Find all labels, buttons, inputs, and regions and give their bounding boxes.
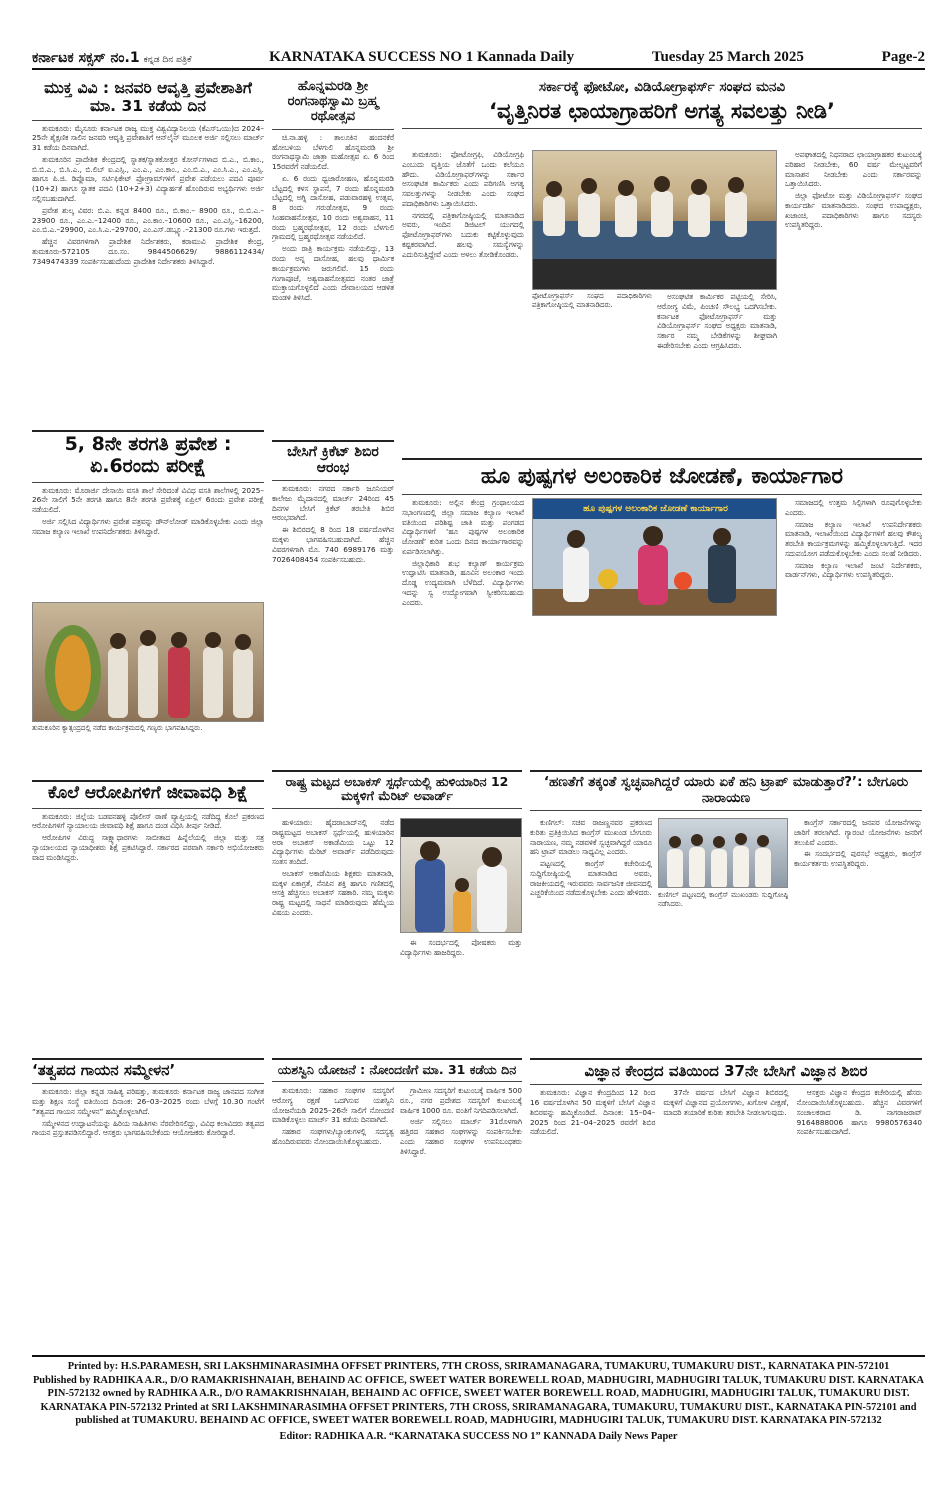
divider	[402, 458, 922, 460]
article-body: ತುಮಕೂರು: ಮೈಸೂರು ಕರ್ನಾಟಕ ರಾಜ್ಯ ಮುಕ್ತ ವಿಶ್ವವಿದ್ಯಾನಿಲಯ (ಕೆಎಸ್‌ಒಯು)ದ 2024–25ನೇ ಶೈಕ್ಷಣಿಕ ಸಾಲಿನ ಜನವರಿ ಆವೃತ್ತಿ ಪ್ರವೇಶಾತಿಗೆ ಆನ್‌ಲೈನ್ ಮೂಲಕ ಅರ್ಜಿ ಸಲ್ಲಿಸಲು ಮಾರ್ಚ್ 31 ಕಡೆಯ ದಿನವಾಗಿದೆ. ತುಮಕೂರಿನ ಪ್ರಾದೇಶಿಕ ಕೇಂದ್ರದಲ್ಲಿ ಸ್ನಾತಕ/ಸ್ನಾತಕೋತ್ತರ ಕೋರ್ಸ್‌ಗಳಾದ ಬಿ.ಎ., ಬಿ.ಕಾಂ., ಬಿ.ಬಿ.ಎ., ಬಿ.ಸಿ.ಎ., ಬಿ.ಲಿಬ್ ಐ.ಎಸ್ಸಿ., ಎಂ.ಎ., ಎಂ.ಕಾಂ., ಎಂ.ಬಿ.ಎ., ಎಂ.ಸಿ.ಎ., ಎಂ.ಎಸ್ಸಿ. ಹಾಗೂ ಪಿ.ಜಿ. ಡಿಪ್ಲೊಮಾ, ಸರ್ಟಿಫಿಕೇಟ್ ಪ್ರೋಗ್ರಾಮ್‌ಗಳಿಗೆ ಪ್ರವೇಶ ಪಡೆಯಲು ಪದವಿ ಪೂರ್ವ (10+2) ಹಾಗೂ ಸ್ನಾತಕ ಪದವಿ (10+2+3) ವಿದ್ಯಾರ್ಹತೆ ಹೊಂದಿರುವ ಅಭ್ಯರ್ಥಿಗಳು ಅರ್ಜಿ ಸಲ್ಲಿಸಬಹುದಾಗಿದೆ. ಪ್ರವೇಶ ಶುಲ್ಕ ವಿವರ: ಬಿ.ಎ. ಕನ್ನಡ 8400 ರೂ., ಬಿ.ಕಾಂ.– 8900 ರೂ., ಬಿ.ಬಿ.ಎ.–23900 ರೂ., ಎಂ.ಎ.–12400 ರೂ., ಎಂ.ಕಾಂ.–10600 ರೂ., ಎಂ.ಎಸ್ಸಿ.–16200, ಎಂ.ಬಿ.ಎ.–29900, ಎಂ.ಸಿ.ಎ.–29700, ಎಂ.ಎಸ್.ಡಬ್ಲ್ಯೂ.–21300 ರೂ.ಗಳು ಇರುತ್ತದೆ. ಹೆಚ್ಚಿನ ವಿವರಗಳಿಗಾಗಿ ಪ್ರಾದೇಶಿಕ ನಿರ್ದೇಶಕರು, ಕರಾಮುವಿ ಪ್ರಾದೇಶಿಕ ಕೇಂದ್ರ, ತುಮಕೂರು-572105 ದೂ.ಸಂ. 9844506629/ 9886112434/ 7349474339 ಸಂಪರ್ಕಿಸಬಹುದೆಂದು ಪ್ರಾದೇಶಿಕ ನಿರ್ದೇಶಕರು ತಿಳಿಸಿದ್ದಾರೆ.	[32, 123, 264, 266]
headline: ಮುಕ್ತ ವಿವಿ : ಜನವರಿ ಆವೃತ್ತಿ ಪ್ರವೇಶಾತಿಗೆ ಮಾ. 31 ಕಡೆಯ ದಿನ	[32, 78, 264, 121]
headline: ‘ತತ್ವಪದ ಗಾಯನ ಸಮ್ಮೇಳನ’	[32, 1058, 264, 1084]
article-body-right: ಈ ಸಂದರ್ಭದಲ್ಲಿ ಪೋಷಕರು ಮತ್ತು ವಿದ್ಯಾರ್ಥಿಗಳು ಹಾಜರಿದ್ದರು.	[400, 938, 522, 957]
article-life-sentence	[32, 780, 264, 1050]
article-flower-workshop	[402, 462, 922, 760]
article-honeytrap-statement	[530, 770, 922, 1055]
article-body: ತುಮಕೂರು: ಮೊರಾರ್ಜಿ ದೇಸಾಯಿ ವಸತಿ ಶಾಲೆ ಸೇರಿದಂತೆ ವಿವಿಧ ವಸತಿ ಶಾಲೆಗಳಲ್ಲಿ 2025–26ನೇ ಸಾಲಿಗೆ 5ನೇ ತರಗತಿ ಹಾಗೂ 8ನೇ ತರಗತಿ ಪ್ರವೇಶಕ್ಕೆ ಏಪ್ರಿಲ್ 6ರಂದು ಪ್ರವೇಶ ಪರೀಕ್ಷೆ ನಡೆಯಲಿದೆ. ಅರ್ಜಿ ಸಲ್ಲಿಸಿದ ವಿದ್ಯಾರ್ಥಿಗಳು ಪ್ರವೇಶ ಪತ್ರವನ್ನು ಡೌನ್‌ಲೋಡ್ ಮಾಡಿಕೊಳ್ಳಬೇಕು ಎಂದು ಜಿಲ್ಲಾ ಸಮಾಜ ಕಲ್ಯಾಣ ಇಲಾಖೆ ಉಪನಿರ್ದೇಶಕರು ತಿಳಿಸಿದ್ದಾರೆ.	[32, 485, 264, 536]
article-yashasvini-scheme	[272, 1058, 522, 1350]
entrance-exam-photo	[32, 602, 264, 722]
article-body: ಕುಣಿಗಲ್: ಸಚಿವ ರಾಜಣ್ಣನವರ ಪ್ರಕರಣದ ಕುರಿತು ಪ್ರತಿಕ್ರಿಯಿಸಿದ ಕಾಂಗ್ರೆಸ್ ಮುಖಂಡ ಬೇಗೂರು ನಾರಾಯಣ, ನಮ್ಮ ನಡವಳಿಕೆ ಸ್ವಚ್ಛವಾಗಿದ್ದರೆ ಯಾರೂ ಹನಿ ಟ್ರಾಪ್ ಮಾಡಲು ಸಾಧ್ಯವಿಲ್ಲ ಎಂದರು. ಪಟ್ಟಣದಲ್ಲಿ ಕಾಂಗ್ರೆಸ್ ಕಚೇರಿಯಲ್ಲಿ ಸುದ್ದಿಗೋಷ್ಠಿಯಲ್ಲಿ ಮಾತನಾಡಿದ ಅವರು, ರಾಜಕೀಯದಲ್ಲಿ ಇರುವವರು ಸಾರ್ವಜನಿಕ ಜೀವನದಲ್ಲಿ ಎಚ್ಚರಿಕೆಯಿಂದ ನಡೆದುಕೊಳ್ಳಬೇಕು ಎಂದು ಹೇಳಿದರು.	[530, 818, 652, 898]
article-body-left: ತುಮಕೂರು: ಅಲ್ಲಿನ ಕೇಂದ್ರ ಗ್ರಂಥಾಲಯದ ಸಭಾಂಗಣದಲ್ಲಿ ಜಿಲ್ಲಾ ಸಮಾಜ ಕಲ್ಯಾಣ ಇಲಾಖೆ ವತಿಯಿಂದ ಪರಿಶಿಷ್ಟ ಜಾತಿ ಮತ್ತು ಪಂಗಡದ ವಿದ್ಯಾರ್ಥಿಗಳಿಗೆ ‘ಹೂ ಪುಷ್ಪಗಳ ಅಲಂಕಾರಿಕ ಜೋಡಣೆ’ ಕುರಿತ ಒಂದು ದಿನದ ಕಾರ್ಯಾಗಾರವನ್ನು ಏರ್ಪಡಿಸಲಾಗಿತ್ತು. ಜಿಲ್ಲಾಧಿಕಾರಿ ಶುಭ ಕಲ್ಯಾಣ್ ಕಾರ್ಯಕ್ರಮ ಉದ್ಘಾಟಿಸಿ ಮಾತನಾಡಿ, ಹೂವಿನ ಅಲಂಕಾರ ಇಂದು ದೊಡ್ಡ ಉದ್ಯಮವಾಗಿ ಬೆಳೆದಿದೆ. ವಿದ್ಯಾರ್ಥಿಗಳು ಇದನ್ನು ಸ್ವ ಉದ್ಯೋಗವಾಗಿ ಸ್ವೀಕರಿಸಬಹುದು ಎಂದರು.	[402, 498, 524, 607]
article-tatvapada-sammelana	[32, 1058, 264, 1350]
headline: ಹೂ ಪುಷ್ಪಗಳ ಅಲಂಕಾರಿಕ ಜೋಡಣೆ, ಕಾರ್ಯಾಗಾರ	[402, 462, 922, 495]
abacus-photo	[400, 818, 522, 933]
honeytrap-photo	[658, 818, 788, 888]
article-open-university	[32, 78, 264, 423]
article-body: ಹುಳಿಯಾರು: ಹೈದರಾಬಾದ್‌ನಲ್ಲಿ ನಡೆದ ರಾಷ್ಟ್ರಮಟ್ಟದ ಅಬಾಕಸ್ ಸ್ಪರ್ಧೆಯಲ್ಲಿ ಹುಳಿಯಾರಿನ ಅರಾ ಅಬಾಕಸ್ ಅಕಾಡೆಮಿಯ ಒಟ್ಟು 12 ವಿದ್ಯಾರ್ಥಿಗಳು ಮೆರಿಟ್ ಅವಾರ್ಡ್ ಪಡೆದಿರುವುದು ಸಂತಸ ತಂದಿದೆ. ಅಬಾಕಸ್ ಅಕಾಡೆಮಿಯ ಶಿಕ್ಷಕರು ಮಾತನಾಡಿ, ಮಕ್ಕಳ ಏಕಾಗ್ರತೆ, ನೆನಪಿನ ಶಕ್ತಿ ಹಾಗೂ ಗಣಿತದಲ್ಲಿ ಆಸಕ್ತಿ ಹೆಚ್ಚಿಸಲು ಅಬಾಕಸ್ ಸಹಕಾರಿ. ನಮ್ಮ ಮಕ್ಕಳು ರಾಷ್ಟ್ರ ಮಟ್ಟದಲ್ಲಿ ಸಾಧನೆ ಮಾಡಿರುವುದು ಹೆಮ್ಮೆಯ ವಿಷಯ ಎಂದರು.	[272, 818, 394, 917]
article-entrance-exam	[32, 430, 264, 770]
printer-line: Printed by: H.S.PARAMESH, SRI LAKSHMINARASIMHA OFFSET PRINTERS, 7TH CROSS, SRIRAMANAGARA, TUMAKURU, TUMAKURU DIST., KARNATAKA PIN-572101	[67, 1361, 890, 1372]
imprint-footer	[32, 1355, 925, 1442]
flower-workshop-photo-art	[533, 499, 777, 616]
headline: ವಿಜ್ಞಾನ ಕೇಂದ್ರದ ವತಿಯಿಂದ 37ನೇ ಬೇಸಿಗೆ ವಿಜ್ಞಾನ ಶಿಬಿರ	[530, 1058, 922, 1085]
article-cricket-camp	[272, 440, 394, 740]
photo-caption: ಕುಣಿಗಲ್ ಪಟ್ಟಣದಲ್ಲಿ ಕಾಂಗ್ರೆಸ್ ಮುಖಂಡರು ಸುದ್ದಿಗೋಷ್ಠಿ ನಡೆಸಿದರು.	[658, 891, 788, 909]
headline: ‘ವೃತ್ತಿನಿರತ ಛಾಯಾಗ್ರಾಹರಿಗೆ ಅಗತ್ಯ ಸವಲತ್ತು ನೀಡಿ’	[402, 96, 922, 129]
article-abacus-award	[272, 770, 522, 1055]
article-body: ತುಮಕೂರು: ನಗರದ ಸರ್ಕಾರಿ ಜೂನಿಯರ್ ಕಾಲೇಜು ಮೈದಾನದಲ್ಲಿ ಮಾರ್ಚ್ 24ರಿಂದ 45 ದಿನಗಳ ಬೇಸಿಗೆ ಕ್ರಿಕೆಟ್ ತರಬೇತಿ ಶಿಬಿರ ಆರಂಭವಾಗಿದೆ. ಈ ಶಿಬಿರದಲ್ಲಿ 8 ರಿಂದ 18 ವರ್ಷದೊಳಗಿನ ಮಕ್ಕಳು ಭಾಗವಹಿಸಬಹುದಾಗಿದೆ. ಹೆಚ್ಚಿನ ವಿವರಗಳಿಗಾಗಿ ಮೊ. 740 6989176 ಮತ್ತು 7026408454 ಸಂಪರ್ಕಿಸಬಹುದು.	[272, 484, 394, 564]
abacus-photo-art	[401, 819, 522, 933]
entrance-exam-photo-art	[33, 603, 264, 722]
article-body-middle: ಅಸಂಘಟಿತ ಕಾರ್ಮಿಕರ ಪಟ್ಟಿಯಲ್ಲಿ ಸೇರಿಸಿ, ಆರೋಗ್ಯ ವಿಮೆ, ಪಿಂಚಣಿ ಸೌಲಭ್ಯ ಒದಗಿಸಬೇಕು. ಕರ್ನಾಟಕ ಫೋಟೋಗ್ರಾಫರ್ಸ್ ಮತ್ತು ವಿಡಿಯೋಗ್ರಾಫರ್ಸ್ ಸಂಘದ ಅಧ್ಯಕ್ಷರು ಮಾತನಾಡಿ, ಸರ್ಕಾರ ನಮ್ಮ ಬೇಡಿಕೆಗಳನ್ನು ಶೀಘ್ರವಾಗಿ ಈಡೇರಿಸಬೇಕು ಎಂದು ಆಗ್ರಹಿಸಿದರು.	[657, 292, 777, 350]
article-body: ತುಮಕೂರು: ಜಿಲ್ಲೆಯ ಬಡವನಹಳ್ಳಿ ಪೊಲೀಸ್ ಠಾಣೆ ವ್ಯಾಪ್ತಿಯಲ್ಲಿ ನಡೆದಿದ್ದ ಕೊಲೆ ಪ್ರಕರಣದ ಆರೋಪಿಗಳಿಗೆ ನ್ಯಾಯಾಲಯ ಜೀವಾವಧಿ ಶಿಕ್ಷೆ ಹಾಗೂ ದಂಡ ವಿಧಿಸಿ ತೀರ್ಪು ನೀಡಿದೆ. ಆರೋಪಿಗಳ ವಿರುದ್ಧ ಸಾಕ್ಷ್ಯಾಧಾರಗಳು ಸಾಬೀತಾದ ಹಿನ್ನೆಲೆಯಲ್ಲಿ ಜಿಲ್ಲಾ ಮತ್ತು ಸತ್ರ ನ್ಯಾಯಾಲಯದ ನ್ಯಾಯಾಧೀಶರು ಶಿಕ್ಷೆ ಪ್ರಕಟಿಸಿದ್ದಾರೆ. ಸರ್ಕಾರದ ಪರವಾಗಿ ಸರ್ಕಾರಿ ಅಭಿಯೋಜಕರು ವಾದ ಮಂಡಿಸಿದ್ದರು.	[32, 811, 264, 862]
article-body-left: ತುಮಕೂರು: ಸಹಕಾರ ಸಂಘಗಳ ಸದಸ್ಯರಿಗೆ ಆರೋಗ್ಯ ರಕ್ಷಣೆ ಒದಗಿಸುವ ಯಶಸ್ವಿನಿ ಯೋಜನೆಯಡಿ 2025–26ನೇ ಸಾಲಿಗೆ ನೋಂದಣಿ ಮಾಡಿಕೊಳ್ಳಲು ಮಾರ್ಚ್ 31 ಕಡೆಯ ದಿನವಾಗಿದೆ. ಸಹಕಾರ ಸಂಘಗಳು/ಬ್ಯಾಂಕುಗಳಲ್ಲಿ ಸದಸ್ಯತ್ವ ಹೊಂದಿರುವವರು ನೋಂದಾಯಿಸಿಕೊಳ್ಳಬಹುದು.	[272, 1086, 394, 1146]
headline: ಯಶಸ್ವಿನಿ ಯೋಜನೆ : ನೋಂದಣಿಗೆ ಮಾ. 31 ಕಡೆಯ ದಿನ	[272, 1058, 522, 1082]
workshop-banner: ಹೂ ಪುಷ್ಪಗಳ ಅಲಂಕಾರಿಕ ಜೋಡಣೆ ಕಾರ್ಯಾಗಾರ	[533, 499, 777, 519]
photographers-photo	[532, 150, 777, 290]
masthead-center: KARNATAKA SUCCESS NO 1 Kannada Daily	[269, 49, 575, 65]
article-body: ಚಿ.ನಾ.ಹಳ್ಳಿ : ತಾಲೂಕಿನ ಹಂದನಕೆರೆ ಹೋಬಳಿಯ ಬೆಳಗುಲಿ ಹೊನ್ನಮರಡಿ ಶ್ರೀ ರಂಗನಾಥಸ್ವಾಮಿ ಜಾತ್ರಾ ಮಹೋತ್ಸವ ಏ. 6 ರಿಂದ 15ರವರೆಗೆ ನಡೆಯಲಿದೆ. ಏ. 6 ರಂದು ಧ್ವಜಾರೋಹಣ, ಹೊನ್ನಮರಡಿ ಬೆಟ್ಟದಲ್ಲಿ ಕಳಸ ಸ್ಥಾಪನೆ, 7 ರಂದು ಹೊನ್ನಮರಡಿ ಬೆಟ್ಟದಲ್ಲಿ ಅಗ್ನಿ ದಾಸೋಹ, ಪಡುವಾರಹಳ್ಳಿ ಉತ್ಸವ, 8 ರಂದು ಗರುಡೋತ್ಸವ, 9 ರಂದು ಸಿಂಹವಾಹನೋತ್ಸವ, 10 ರಂದು ಅಶ್ವವಾಹನ, 11 ರಂದು ಬ್ರಹ್ಮರಥೋತ್ಸವ, 12 ರಂದು ಬೆಳಗುಲಿ ಗ್ರಾಮದಲ್ಲಿ ಬ್ರಹ್ಮರಥೋತ್ಸವ ನಡೆಯಲಿದೆ. ಅಂದು ರಾತ್ರಿ ಕಾರ್ಯಕ್ರಮ ನಡೆಯಲಿದ್ದು, 13 ರಂದು ಅನ್ನ ದಾಸೋಹ, ಹಲವು ಧಾರ್ಮಿಕ ಕಾರ್ಯಕ್ರಮಗಳು ಜರುಗಲಿವೆ. 15 ರಂದು ಗಂಗಾಪೂಜೆ, ಅಶ್ವವಾಹನೋತ್ಸವದ ನಂತರ ಜಾತ್ರೆ ಮುಕ್ತಾಯಗೊಳ್ಳಲಿದೆ ಎಂದು ದೇವಾಲಯದ ಆಡಳಿತ ಮಂಡಳಿ ತಿಳಿಸಿದೆ.	[272, 132, 394, 303]
article-body-right: ಸಮಾಜದಲ್ಲಿ ಉತ್ತಮ ಸಿಲ್ಪಿಗಳಾಗಿ ರೂಪುಗೊಳ್ಳಬೇಕು ಎಂದರು. ಸಮಾಜ ಕಲ್ಯಾಣ ಇಲಾಖೆ ಉಪನಿರ್ದೇಶಕರು ಮಾತನಾಡಿ, ಇಲಾಖೆಯಿಂದ ವಿದ್ಯಾರ್ಥಿಗಳಿಗೆ ಹಲವು ಕೌಶಲ್ಯ ತರಬೇತಿ ಕಾರ್ಯಕ್ರಮಗಳನ್ನು ಹಮ್ಮಿಕೊಳ್ಳಲಾಗುತ್ತಿದೆ. ಇದರ ಸದುಪಯೋಗ ಪಡೆದುಕೊಳ್ಳಬೇಕು ಎಂದು ಸಲಹೆ ನೀಡಿದರು. ಸಮಾಜ ಕಲ್ಯಾಣ ಇಲಾಖೆ ಜಂಟಿ ನಿರ್ದೇಶಕರು, ವಾರ್ಡನ್‌ಗಳು, ವಿದ್ಯಾರ್ಥಿಗಳು ಉಪಸ್ಥಿತರಿದ್ದರು.	[785, 498, 922, 580]
headline: ಬೇಸಿಗೆ ಕ್ರಿಕೆಟ್ ಶಿಬಿರ ಆರಂಭ	[272, 440, 394, 481]
masthead-date: Tuesday 25 March 2025	[651, 49, 804, 65]
photographers-photo-art	[533, 151, 777, 290]
article-temple-festival	[272, 78, 394, 435]
kicker: ಸರ್ಕಾರಕ್ಕೆ ಫೋಟೋ, ವಿಡಿಯೋಗ್ರಾಫರ್ಸ್ ಸಂಘದ ಮನವಿ	[538, 79, 786, 95]
article-science-camp	[530, 1058, 922, 1350]
publisher-line: Published by RADHIKA A.R., D/O RAMAKRISHNAIAH, BEHAIND AC OFFICE, SWEET WATER BOREWELL ROAD, MADHUGIRI, MADHUGIRI TALUK, TUMAKURU DIST. KARNATAKA PIN-572132 owned by RADHIKA A.R., D/O RAMAKRISHNAIAH, BEHAIND AC OFFICE, SWEET WATER BOREWELL ROAD, MADHUGIRI, MADHUGIRI TALUK, TUMAKURU DIST. KARNATAKA PIN-572132 Printed at SRI LAKSHMINARASIMHA OFFSET PRINTERS, 7TH CROSS, SRIRAMANAGARA, TUMAKURU, TUMAKURU DIST., KARNATAKA PIN-572101 and published at TUMAKURU. BEHAIND AC OFFICE, SWEET WATER BOREWELL ROAD, MADHUGIRI, MADHUGIRI TALUK, TUMAKURU DIST. KARNATAKA PIN-572132	[32, 1374, 925, 1427]
headline: ಕೊಲೆ ಆರೋಪಿಗಳಿಗೆ ಜೀವಾವಧಿ ಶಿಕ್ಷೆ	[32, 780, 264, 809]
article-photographers	[402, 78, 922, 458]
headline: ‘ಹಣತೆಗೆ ತಕ್ಕಂತೆ ಸ್ವಚ್ಛವಾಗಿದ್ದರೆ ಯಾರು ಏಕೆ ಹನಿ ಟ್ರಾಪ್ ಮಾಡುತ್ತಾರೆ?’: ಬೇಗೂರು ನಾರಾಯಣ	[530, 770, 922, 811]
honeytrap-photo-art	[659, 819, 788, 888]
photo-caption: ಫೋಟೋಗ್ರಾಫರ್ಸ್ ಸಂಘದ ಪದಾಧಿಕಾರಿಗಳು ಪತ್ರಿಕಾಗೋಷ್ಠಿಯಲ್ಲಿ ಮಾತನಾಡಿದರು.	[532, 292, 652, 310]
headline: 5, 8ನೇ ತರಗತಿ ಪ್ರವೇಶ : ಏ.6ರಂದು ಪರೀಕ್ಷೆ	[32, 430, 264, 483]
masthead-title: ಕರ್ನಾಟಕ ಸಕ್ಸಸ್ ನಂ.1 ಕನ್ನಡ ದಿನ ಪತ್ರಿಕೆ	[32, 50, 192, 66]
article-body: ತುಮಕೂರು: ಜಿಲ್ಲಾ ಕನ್ನಡ ಸಾಹಿತ್ಯ ಪರಿಷತ್ತು, ತುಮಕೂರು ಕರ್ನಾಟಕ ರಾಜ್ಯ ಜಾನಪದ ಸಂಗೀತ ಮತ್ತು ಶಿಕ್ಷಣ ಸಂಸ್ಥೆ ವತಿಯಿಂದ ದಿನಾಂಕ: 26–03–2025 ರಂದು ಬೆಳಗ್ಗೆ 10.30 ಗಂಟೆಗೆ “ತತ್ವಪದ ಗಾಯನ ಸಮ್ಮೇಳನ” ಹಮ್ಮಿಕೊಳ್ಳಲಾಗಿದೆ. ಸಮ್ಮೇಳನದ ಉದ್ಘಾಟನೆಯನ್ನು ಹಿರಿಯ ಸಾಹಿತಿಗಳು ನೆರವೇರಿಸಲಿದ್ದು, ವಿವಿಧ ಕಲಾವಿದರು ತತ್ವಪದ ಗಾಯನ ಪ್ರಸ್ತುತಪಡಿಸಲಿದ್ದಾರೆ. ಆಸಕ್ತರು ಭಾಗವಹಿಸಬೇಕೆಂದು ಆಯೋಜಕರು ಕೋರಿದ್ದಾರೆ.	[32, 1087, 264, 1138]
article-body: ತುಮಕೂರು: ವಿಜ್ಞಾನ ಕೇಂದ್ರದಿಂದ 12 ರಿಂದ 16 ವರ್ಷದೊಳಗಿನ 50 ಮಕ್ಕಳಿಗೆ ಬೇಸಿಗೆ ವಿಜ್ಞಾನ ಶಿಬಿರವನ್ನು ಹಮ್ಮಿಕೊಂಡಿದೆ. ದಿನಾಂಕ: 15–04–2025 ರಿಂದ 21–04–2025 ರವರೆಗೆ ಶಿಬಿರ ನಡೆಯಲಿದೆ. 37ನೇ ವರ್ಷದ ಬೇಸಿಗೆ ವಿಜ್ಞಾನ ಶಿಬಿರದಲ್ಲಿ ಮಕ್ಕಳಿಗೆ ವಿಜ್ಞಾನದ ಪ್ರಯೋಗಗಳು, ಖಗೋಳ ವೀಕ್ಷಣೆ, ಮಾದರಿ ತಯಾರಿಕೆ ಕುರಿತು ತರಬೇತಿ ನೀಡಲಾಗುವುದು. ಆಸಕ್ತರು ವಿಜ್ಞಾನ ಕೇಂದ್ರದ ಕಚೇರಿಯಲ್ಲಿ ಹೆಸರು ನೋಂದಾಯಿಸಿಕೊಳ್ಳಬಹುದು. ಹೆಚ್ಚಿನ ವಿವರಗಳಿಗೆ ಸಂಚಾಲಕರಾದ ಡಿ. ನಾಗರಾಜರಾವ್ 9164888006 ಹಾಗೂ 9980576340 ಸಂಪರ್ಕಿಸಬಹುದಾಗಿದೆ.	[530, 1088, 922, 1137]
masthead	[32, 48, 925, 70]
article-body-right: ಅಪಘಾತದಲ್ಲಿ ನಿಧನರಾದ ಛಾಯಾಗ್ರಾಹಕರ ಕುಟುಂಬಕ್ಕೆ ಪರಿಹಾರ ನೀಡಬೇಕು, 60 ವರ್ಷ ಮೇಲ್ಪಟ್ಟವರಿಗೆ ಮಾಸಾಶನ ನೀಡಬೇಕು ಎಂದು ಸರ್ಕಾರವನ್ನು ಒತ್ತಾಯಿಸಿದರು. ಜಿಲ್ಲಾ ಫೋಟೋ ಮತ್ತು ವಿಡಿಯೋಗ್ರಾಫರ್ಸ್ ಸಂಘದ ಕಾರ್ಯದರ್ಶಿ ಮಾತನಾಡಿದರು. ಸಂಘದ ಉಪಾಧ್ಯಕ್ಷರು, ಖಜಾಂಚಿ, ಪದಾಧಿಕಾರಿಗಳು ಹಾಗೂ ಸದಸ್ಯರು ಉಪಸ್ಥಿತರಿದ್ದರು.	[785, 150, 922, 230]
article-body-left: ತುಮಕೂರು: ಫೋಟೋಗ್ರಫಿ, ವಿಡಿಯೋಗ್ರಫಿ ಎಂಬುದು ವೃತ್ತಿಯ ಜೊತೆಗೆ ಒಂದು ಕಲೆಯೂ ಹೌದು. ವಿಡಿಯೋಗ್ರಾಫರ್‌ಗಳನ್ನು ಸರ್ಕಾರ ಅಸಂಘಟಿತ ಕಾರ್ಮಿಕರು ಎಂದು ಪರಿಗಣಿಸಿ ಅಗತ್ಯ ಸವಲತ್ತುಗಳನ್ನು ನೀಡಬೇಕು ಎಂದು ಸಂಘದ ಪದಾಧಿಕಾರಿಗಳು ಒತ್ತಾಯಿಸಿದರು. ನಗರದಲ್ಲಿ ಪತ್ರಿಕಾಗೋಷ್ಠಿಯಲ್ಲಿ ಮಾತನಾಡಿದ ಅವರು, ಇಂದಿನ ಡಿಜಿಟಲ್ ಯುಗದಲ್ಲಿ ಫೋಟೋಗ್ರಾಫರ್‌ಗಳು ಬದುಕು ಕಟ್ಟಿಕೊಳ್ಳುವುದು ಕಷ್ಟಕರವಾಗಿದೆ. ಹಲವು ಸಮಸ್ಯೆಗಳನ್ನು ಎದುರಿಸುತ್ತಿದ್ದೇವೆ ಎಂದು ಅಳಲು ತೋಡಿಕೊಂಡರು.	[402, 150, 524, 259]
photo-caption: ತುಮಕೂರಿನ ಕ್ಯಾತ್ಸಂದ್ರದಲ್ಲಿ ನಡೆದ ಕಾರ್ಯಕ್ರಮದಲ್ಲಿ ಗಣ್ಯರು ಭಾಗವಹಿಸಿದ್ದರು.	[32, 723, 203, 732]
headline: ರಾಷ್ಟ್ರ ಮಟ್ಟದ ಅಬಾಕಸ್ ಸ್ಪರ್ಧೆಯಲ್ಲಿ ಹುಳಿಯಾರಿನ 12 ಮಕ್ಕಳಿಗೆ ಮೆರಿಟ್ ಅವಾರ್ಡ್	[272, 770, 522, 809]
flower-workshop-photo	[532, 498, 777, 616]
article-body-right: ಗ್ರಾಮೀಣ ಸದಸ್ಯರಿಗೆ ಕುಟುಂಬಕ್ಕೆ ವಾರ್ಷಿಕ 500 ರೂ., ನಗರ ಪ್ರದೇಶದ ಸದಸ್ಯರಿಗೆ ಕುಟುಂಬಕ್ಕೆ ವಾರ್ಷಿಕ 1000 ರೂ. ವಂತಿಗೆ ನಿಗದಿಪಡಿಸಲಾಗಿದೆ. ಅರ್ಜಿ ಸಲ್ಲಿಸಲು ಮಾರ್ಚ್ 31ರೊಳಗಾಗಿ ಹತ್ತಿರದ ಸಹಕಾರ ಸಂಘಗಳನ್ನು ಸಂಪರ್ಕಿಸಬೇಕು ಎಂದು ಸಹಕಾರ ಸಂಘಗಳ ಉಪನಿಬಂಧಕರು ತಿಳಿಸಿದ್ದಾರೆ.	[400, 1086, 522, 1156]
editor-line: Editor: RADHIKA A.R. “KARNATAKA SUCCESS NO 1” KANNADA Daily News Paper	[279, 1430, 678, 1442]
article-body-right: ಕಾಂಗ್ರೆಸ್ ಸರ್ಕಾರದಲ್ಲಿ ಜನಪರ ಯೋಜನೆಗಳನ್ನು ಜಾರಿಗೆ ತರಲಾಗಿದೆ. ಗ್ಯಾರಂಟಿ ಯೋಜನೆಗಳು ಜನರಿಗೆ ತಲುಪಿವೆ ಎಂದರು. ಈ ಸಂದರ್ಭದಲ್ಲಿ ಪುರಸಭೆ ಅಧ್ಯಕ್ಷರು, ಕಾಂಗ್ರೆಸ್ ಕಾರ್ಯಕರ್ತರು ಉಪಸ್ಥಿತರಿದ್ದರು.	[794, 818, 922, 869]
masthead-subtitle: ಕನ್ನಡ ದಿನ ಪತ್ರಿಕೆ	[143, 55, 192, 65]
headline: ಹೊನ್ನಮರಡಿ ಶ್ರೀ ರಂಗನಾಥಸ್ವಾಮಿ ಬ್ರಹ್ಮ ರಥೋತ್ಸವ	[272, 78, 394, 130]
page-number: Page-2	[881, 49, 925, 65]
